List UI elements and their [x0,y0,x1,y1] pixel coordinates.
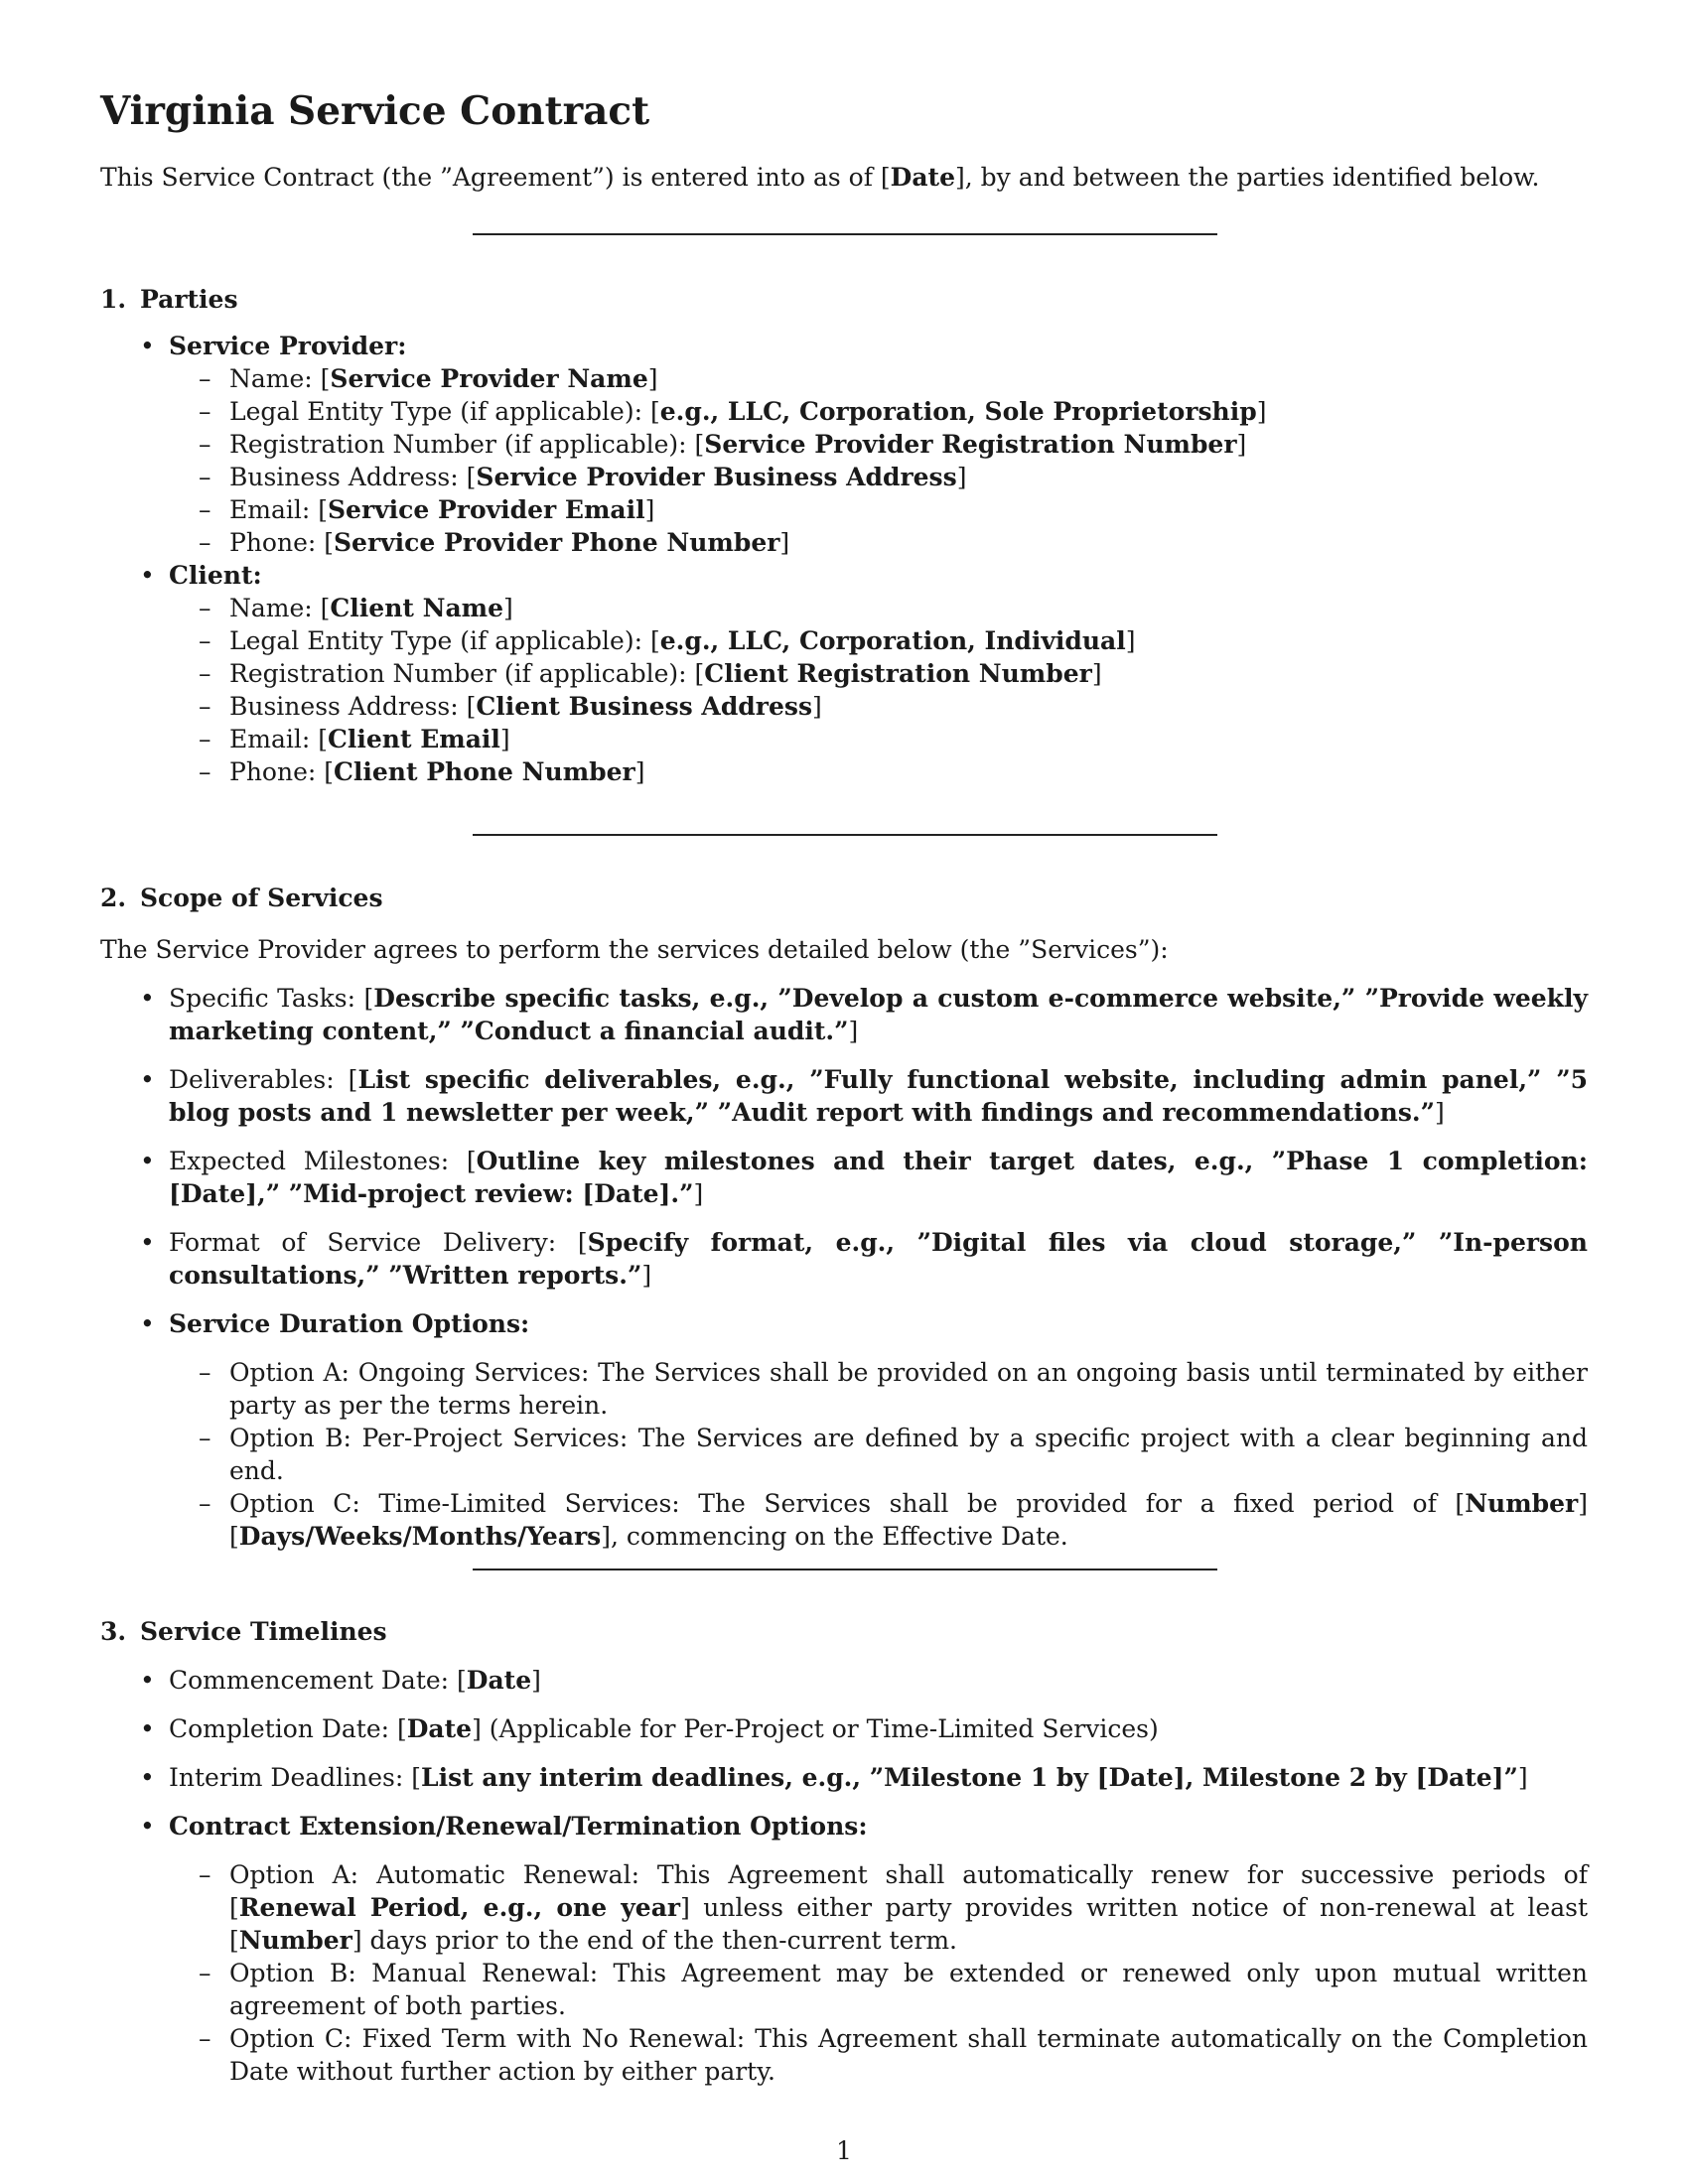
list-item-completion-date: • Completion Date: [Date] (Applicable for Per-Project or Time-Limited Services) [100,1712,1588,1745]
list-item: – Phone: [Client Phone Number] [169,755,1588,788]
renewal-option-b: – Option B: Manual Renewal: This Agreement may be extended or renewed only upon mutual written agreement of both parties. [169,1957,1588,2022]
list-item-service-provider [100,330,1588,559]
list-item-specific-tasks: • Specific Tasks: [Describe specific tasks, e.g., ”Develop a custom e-commerce website,” ”Provide weekly marketing content,” ”Conduct a financial audit.”] [100,982,1588,1047]
list-item: – Name: [Client Name] [169,592,1588,624]
list-item: – Registration Number (if applicable): [Client Registration Number] [169,657,1588,690]
section-heading-parties [100,283,1588,316]
list-item-renewal-options [100,1810,1588,2088]
section-title: Scope of Services [140,884,383,912]
section-heading-scope [100,882,1588,914]
section-number: 2. [100,884,127,912]
scope-intro: The Service Provider agrees to perform the services detailed below (the ”Services”): [100,935,1169,964]
section-heading-timelines [100,1615,1588,1648]
intro-date-placeholder: Date [890,163,955,192]
renewal-option-a: – Option A: Automatic Renewal: This Agreement shall automatically renew for successive periods of [Renewal Period, e.g., one year] unless either party provides written notice of non-renewal at least [Number] days prior to the end of the then-current term. [169,1858,1588,1957]
document-title: Virginia Service Contract [100,88,650,134]
intro-text: This Service Contract (the ”Agreement”) is entered into as of [ [100,163,891,192]
list-item: – Business Address: [Client Business Address] [169,690,1588,723]
list-item: – Business Address: [Service Provider Business Address] [169,461,1588,493]
duration-option-a: – Option A: Ongoing Services: The Services shall be provided on an ongoing basis until terminated by either party as per the terms herein. [169,1356,1588,1422]
divider [473,834,1217,836]
divider [473,1569,1217,1570]
renewal-option-c: – Option C: Fixed Term with No Renewal: This Agreement shall terminate automatically on the Completion Date without further action by either party. [169,2022,1588,2088]
section-title: Parties [140,285,238,314]
list-item-commencement-date: • Commencement Date: [Date] [100,1664,1588,1697]
section-number: 3. [100,1617,127,1646]
section-title: Service Timelines [140,1617,387,1646]
list-item-milestones: • Expected Milestones: [Outline key milestones and their target dates, e.g., ”Phase 1 completion: [Date],” ”Mid-project review: [Date].”] [100,1145,1588,1210]
list-item-duration-options [100,1307,1588,1553]
parties-block [100,330,1588,788]
renewal-options-label: Contract Extension/Renewal/Termination Options: [169,1812,868,1841]
list-item: – Email: [Service Provider Email] [169,493,1588,526]
list-item-delivery-format: • Format of Service Delivery: [Specify format, e.g., ”Digital files via cloud storage,” ”In-person consultations,” ”Written reports.”] [100,1226,1588,1292]
scope-block [100,933,1588,1569]
timelines-block [100,1664,1588,2104]
list-item-deliverables: • Deliverables: [List specific deliverables, e.g., ”Fully functional website, including admin panel,” ”5 blog posts and 1 newsletter per week,” ”Audit report with findings and recommendations.”] [100,1063,1588,1129]
document-page [100,0,1588,2184]
intro-text-end: ], by and between the parties identified below. [955,163,1540,192]
duration-options-label: Service Duration Options: [169,1309,530,1338]
list-item-interim-deadlines: • Interim Deadlines: [List any interim deadlines, e.g., ”Milestone 1 by [Date], Milestone 2 by [Date]”] [100,1761,1588,1794]
list-item-client [100,559,1588,788]
intro-paragraph [100,161,1588,194]
duration-option-b: – Option B: Per-Project Services: The Services are defined by a specific project with a clear beginning and end. [169,1422,1588,1487]
duration-option-c: – Option C: Time-Limited Services: The Services shall be provided for a fixed period of [Number] [Days/Weeks/Months/Years], commencing on the Effective Date. [169,1487,1588,1553]
divider [473,233,1217,235]
client-label: Client: [169,561,262,590]
list-item: – Name: [Service Provider Name] [169,362,1588,395]
list-item: – Registration Number (if applicable): [Service Provider Registration Number] [169,428,1588,461]
section-number: 1. [100,285,127,314]
list-item: – Phone: [Service Provider Phone Number] [169,526,1588,559]
list-item: – Legal Entity Type (if applicable): [e.g., LLC, Corporation, Sole Proprietorship] [169,395,1588,428]
service-provider-label: Service Provider: [169,332,407,360]
page-number: 1 [836,2136,852,2165]
list-item: – Legal Entity Type (if applicable): [e.g., LLC, Corporation, Individual] [169,624,1588,657]
list-item: – Email: [Client Email] [169,723,1588,755]
